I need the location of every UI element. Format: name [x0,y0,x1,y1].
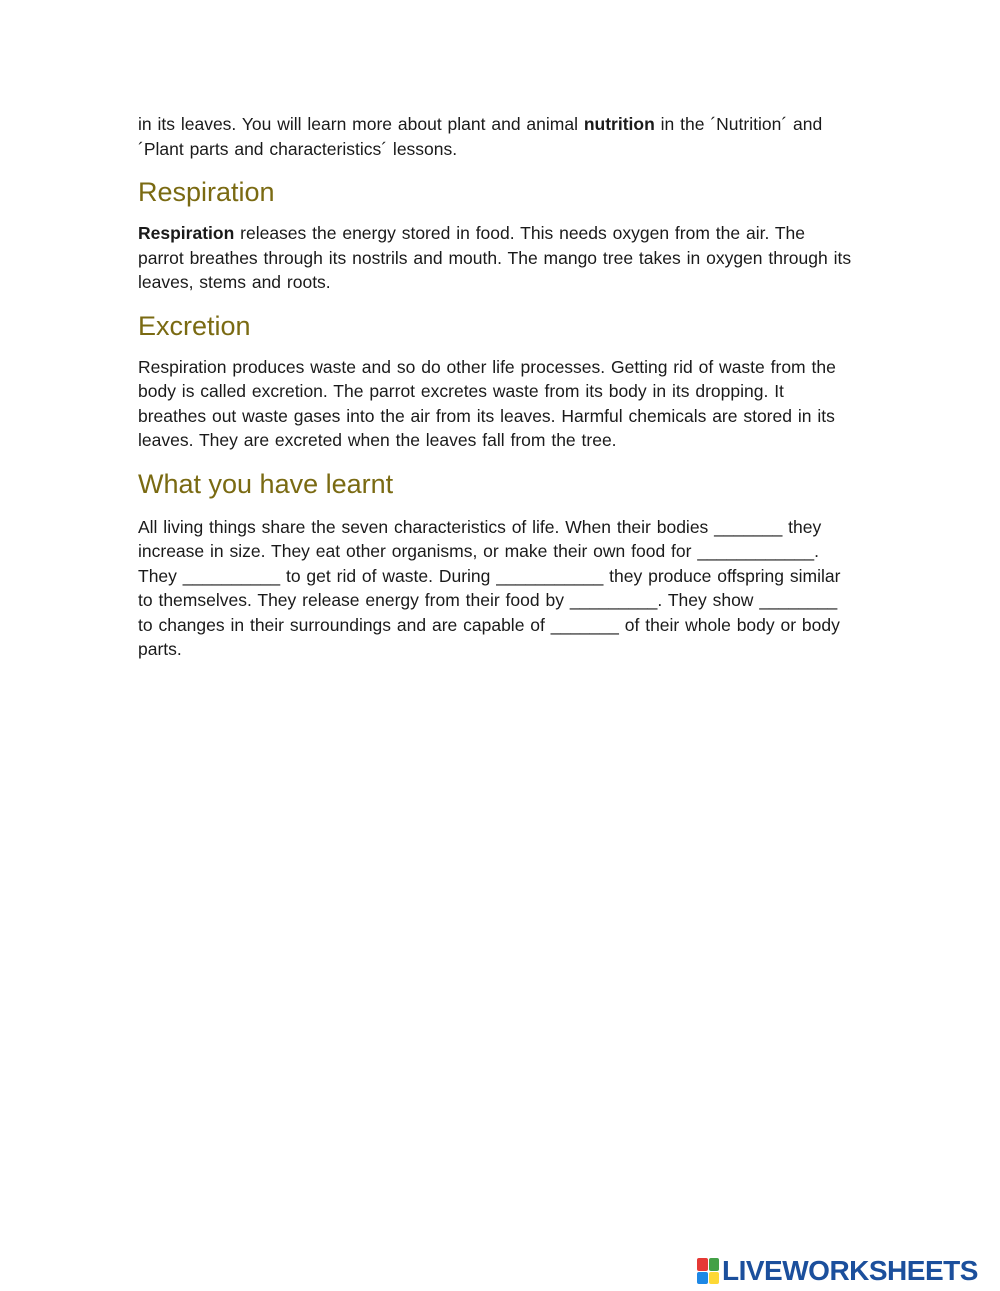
logo-block-blue [697,1272,708,1285]
respiration-heading: Respiration [138,177,275,207]
summary-text: they produce offspring similar to themselves. They release energy from their food by [138,565,841,610]
intro-bold-term: nutrition [583,114,655,134]
what-you-have-learnt-heading: What you have learnt [138,468,394,499]
summary-text: . They show [657,590,760,610]
summary-text: All living things share the seven characteristics of life. When their bodies [138,516,715,537]
summary-text: of their whole body or body parts. [138,614,840,659]
liveworksheets-logo [697,1254,978,1288]
intro-text-before: in its leaves. You will learn more about plant and animal [138,114,584,134]
excretion-heading: Excretion [138,310,251,341]
logo-block-green [709,1258,720,1271]
liveworksheets-logo-icon [697,1258,719,1284]
document-page [138,112,853,662]
blank-2[interactable]: ____________ [697,541,815,561]
summary-text: to changes in their surroundings and are capable of [138,614,551,635]
respiration-paragraph [138,221,853,295]
summary-text: to get rid of waste. During [280,565,497,586]
blank-5[interactable]: _________ [569,590,658,610]
intro-text-after: in the ´Nutrition´ and ´Plant parts and characteristics´ lessons. [138,114,823,159]
respiration-text: releases the energy stored in food. This needs oxygen from the air. The parrot breathes through its nostrils and mouth. The mango tree takes in oxygen through its leaves, stems and roots. [138,223,852,292]
logo-text: LIVEWORKSHEETS [722,1255,978,1286]
respiration-bold-term: Respiration [138,223,235,243]
intro-paragraph [138,112,853,161]
logo-block-yellow [709,1272,720,1285]
excretion-paragraph: Respiration produces waste and so do other life processes. Getting rid of waste from the body is called excretion. The parrot excretes waste from its body in its dropping. It breathes out waste gases into the air from its leaves. Harmful chemicals are stored in its leaves. They are excreted when the leaves fall from the tree. [138,356,836,450]
blank-7[interactable]: _______ [550,614,619,635]
summary-paragraph [138,515,853,662]
blank-3[interactable]: __________ [182,565,281,586]
logo-block-red [697,1258,708,1271]
summary-text: . They [138,541,819,586]
blank-6[interactable]: ________ [759,590,838,610]
summary-text: they increase in size. They eat other organisms, or make their own food for [138,516,822,561]
blank-1[interactable]: _______ [714,516,783,537]
blank-4[interactable]: ___________ [496,565,604,586]
